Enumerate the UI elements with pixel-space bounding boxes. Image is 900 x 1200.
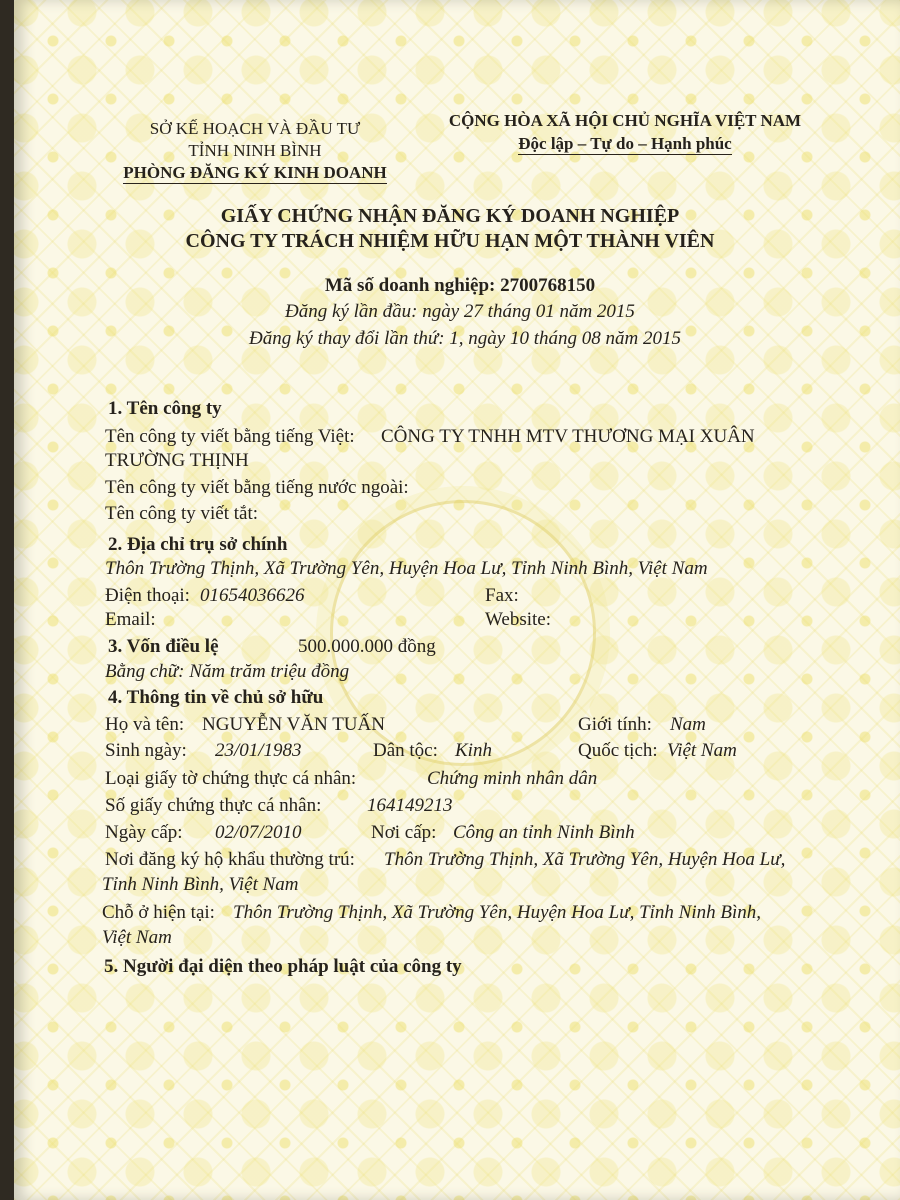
charter-capital-in-words: Bằng chữ: Năm trăm triệu đồng [105, 661, 350, 682]
change-registration: Đăng ký thay đổi lần thứ: 1, ngày 10 tháng 08 năm 2015 [248, 328, 681, 349]
permanent-address-line2: Tỉnh Ninh Bình, Việt Nam [102, 874, 299, 895]
issuer-province: TỈNH NINH BÌNH [188, 141, 322, 160]
issue-place-label: Nơi cấp: [371, 822, 437, 843]
nationality-label: Quốc tịch: [578, 740, 658, 761]
dob-label: Sinh ngày: [105, 740, 187, 761]
current-address-line2: Việt Nam [102, 927, 172, 948]
phone-value: 01654036626 [200, 585, 305, 606]
vn-name-value-line2: TRƯỜNG THỊNH [105, 450, 249, 471]
issue-date-label: Ngày cấp: [105, 822, 183, 843]
gender-value: Nam [670, 714, 706, 735]
issuer-office-text: PHÒNG ĐĂNG KÝ KINH DOANH [123, 163, 387, 182]
current-address-label: Chỗ ở hiện tại: [102, 902, 215, 923]
short-name-label: Tên công ty viết tắt: [105, 503, 259, 524]
gender-label: Giới tính: [578, 714, 652, 735]
charter-capital-amount: 500.000.000 đồng [298, 636, 436, 657]
section-3-heading: 3. Vốn điều lệ [108, 636, 219, 657]
owner-name-label: Họ và tên: [105, 714, 185, 735]
phone-label: Điện thoại: [105, 585, 190, 606]
issue-date-value: 02/07/2010 [215, 822, 302, 843]
issue-place-value: Công an tỉnh Ninh Bình [453, 822, 635, 843]
ethnicity-label: Dân tộc: [373, 740, 438, 761]
id-number-value: 164149213 [367, 795, 453, 816]
section-5-heading: 5. Người đại diện theo pháp luật của công ty [104, 956, 462, 977]
email-label: Email: [105, 609, 156, 630]
current-address-line1: Thôn Trường Thịnh, Xã Trường Yên, Huyện Hoa Lư, Tỉnh Ninh Bình, [233, 902, 762, 923]
issuer-department: SỞ KẾ HOẠCH VÀ ĐẦU TƯ [149, 119, 361, 138]
hq-address: Thôn Trường Thịnh, Xã Trường Yên, Huyện Hoa Lư, Tỉnh Ninh Bình, Việt Nam [105, 558, 708, 579]
section-1-heading: 1. Tên công ty [108, 398, 222, 419]
ethnicity-value: Kinh [455, 740, 492, 761]
national-motto [430, 133, 820, 155]
foreign-name-label: Tên công ty viết bằng tiếng nước ngoài: [105, 477, 409, 498]
section-4-heading: 4. Thông tin về chủ sở hữu [108, 687, 324, 708]
certificate-title: GIẤY CHỨNG NHẬN ĐĂNG KÝ DOANH NGHIỆP [220, 205, 680, 227]
vn-name-label: Tên công ty viết bằng tiếng Việt: [105, 426, 355, 447]
id-type-value: Chứng minh nhân dân [427, 768, 598, 789]
id-type-label: Loại giấy tờ chứng thực cá nhân: [105, 768, 357, 789]
issuer-office [120, 162, 390, 184]
owner-name-value: NGUYỄN VĂN TUẤN [202, 714, 385, 735]
permanent-address-label: Nơi đăng ký hộ khẩu thường trú: [105, 849, 355, 870]
national-motto-text: Độc lập – Tự do – Hạnh phúc [518, 134, 732, 153]
company-type-title: CÔNG TY TRÁCH NHIỆM HỮU HẠN MỘT THÀNH VIÊN [185, 230, 715, 252]
dob-value: 23/01/1983 [215, 740, 302, 761]
business-code: Mã số doanh nghiệp: 2700768150 [324, 275, 596, 296]
national-title: CỘNG HÒA XÃ HỘI CHỦ NGHĨA VIỆT NAM [448, 111, 802, 130]
fax-label: Fax: [485, 585, 519, 606]
section-2-heading: 2. Địa chỉ trụ sở chính [108, 534, 288, 555]
permanent-address-line1: Thôn Trường Thịnh, Xã Trường Yên, Huyện Hoa Lư, [384, 849, 786, 870]
nationality-value: Việt Nam [667, 740, 737, 761]
vn-name-value-line1: CÔNG TY TNHH MTV THƯƠNG MẠI XUÂN [381, 426, 755, 447]
id-number-label: Số giấy chứng thực cá nhân: [105, 795, 322, 816]
first-registration: Đăng ký lần đầu: ngày 27 tháng 01 năm 2015 [285, 301, 635, 322]
website-label: Website: [485, 609, 552, 630]
